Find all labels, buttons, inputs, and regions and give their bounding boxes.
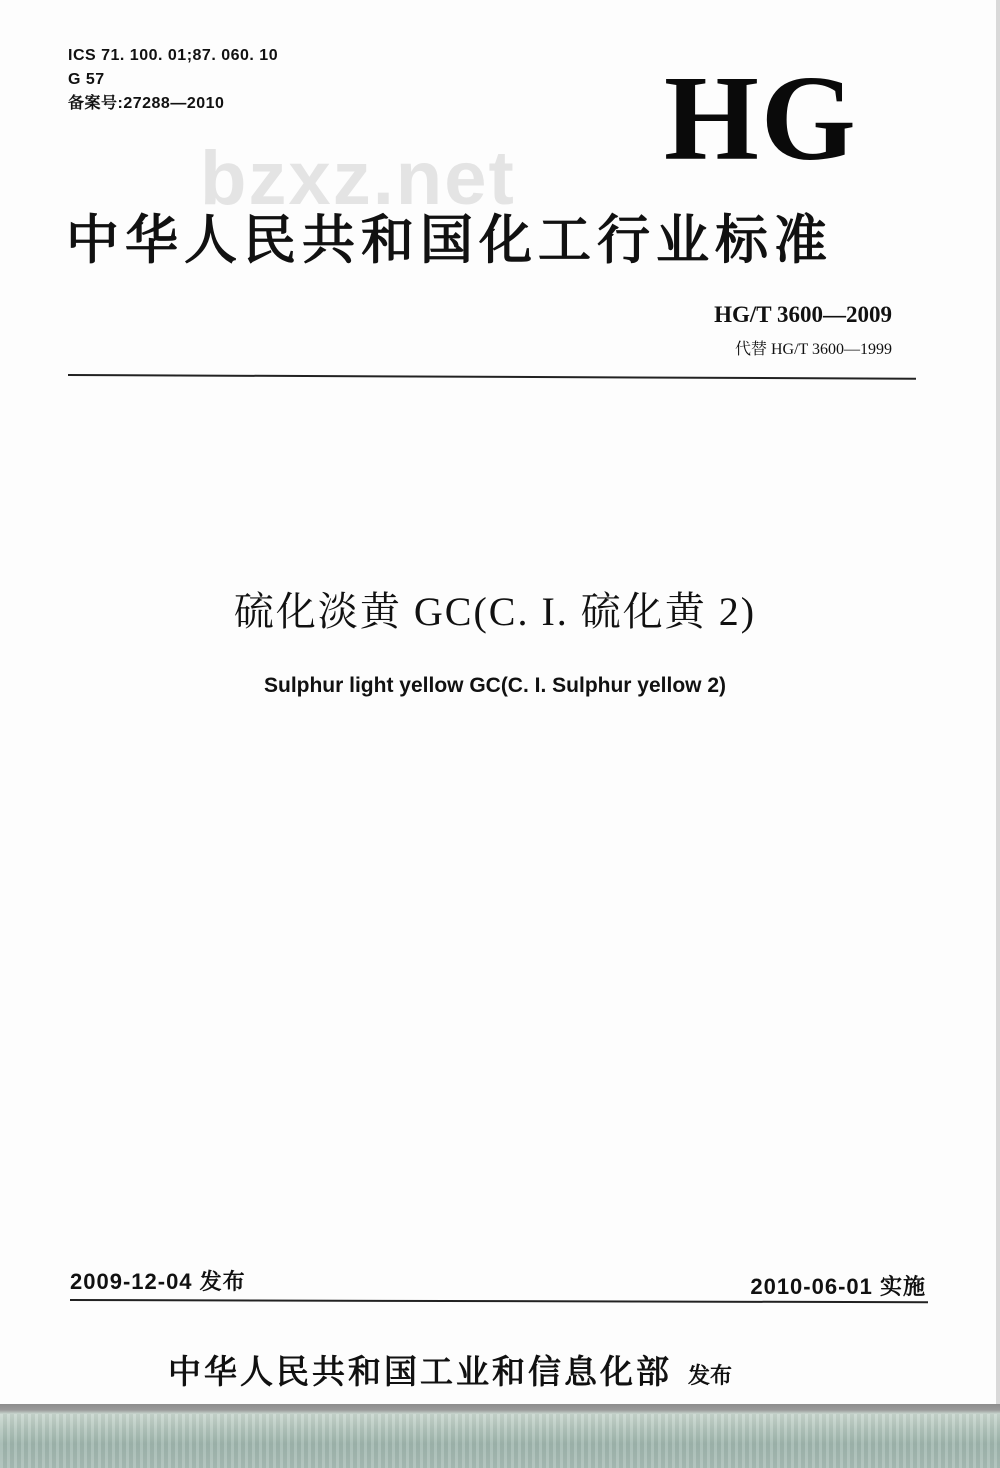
replaces-note: 代替 HG/T 3600—1999 (734, 341, 892, 358)
publisher-line (168, 1346, 732, 1393)
ccs-code: G 57 (68, 71, 105, 88)
watermark: bzxz.net (200, 136, 516, 221)
page-edge (996, 0, 1000, 1410)
title-chinese: 硫化淡黄 GC(C. I. 硫化黄 2) (233, 589, 757, 634)
publisher-action: 发布 (688, 1364, 733, 1389)
standard-code: HG/T 3600—2009 (714, 302, 892, 327)
classification-block (68, 44, 278, 116)
title-english: Sulphur light yellow GC(C. I. Sulphur yellow 2) (263, 674, 727, 697)
issue-date: 2009-12-04 发布 (70, 1269, 246, 1294)
standard-name: 中华人民共和国化工行业标准 (66, 210, 833, 271)
hg-logo: HG (664, 51, 858, 186)
ics-code: ICS 71. 100. 01;87. 060. 10 (68, 47, 279, 64)
scanner-background-strip (0, 1404, 1000, 1468)
filing-number: 备案号:27288—2010 (68, 95, 225, 112)
publisher-organization: 中华人民共和国工业和信息化部 (168, 1352, 672, 1391)
header-divider (68, 374, 916, 380)
implementation-date: 2010-06-01 实施 (750, 1274, 926, 1299)
